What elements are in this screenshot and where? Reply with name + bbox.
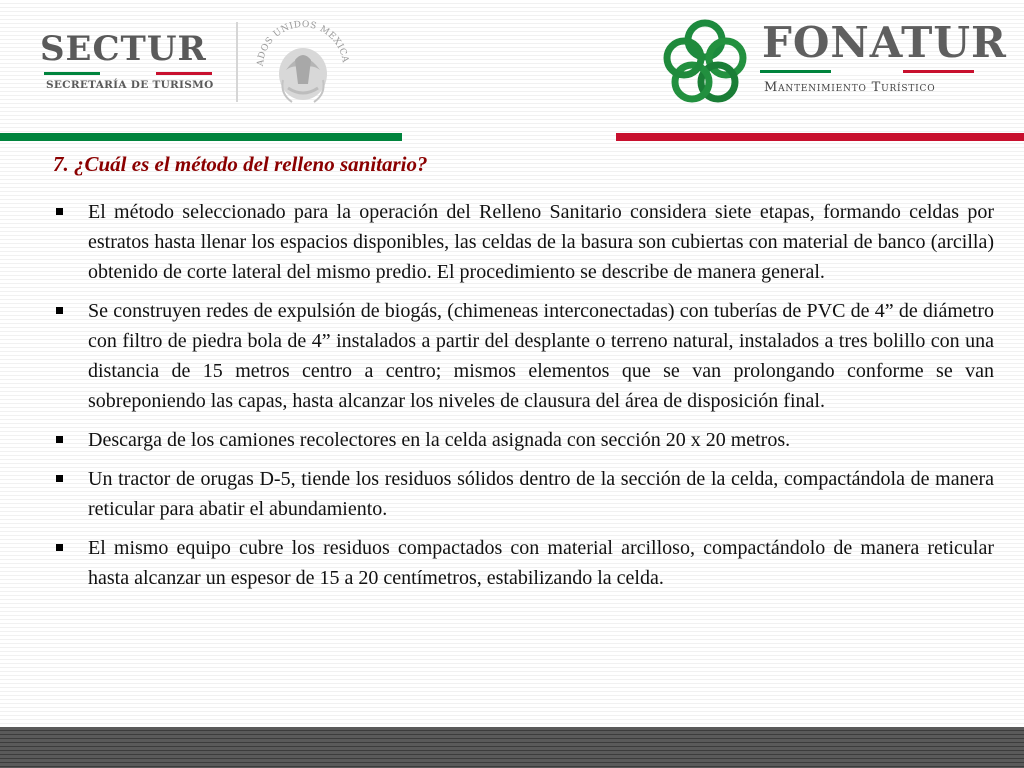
bullet-text: Descarga de los camiones recolectores en la celda asignada con sección 20 x 20 metros. bbox=[88, 429, 791, 451]
bullet-text: El método seleccionado para la operación del Relleno Sanitario considera siete etapas, formando celdas por estratos hasta llenar los espacios disponibles, las celdas de la basura son cubiertas con material de banco (arcilla) obtenido de corte lateral del mismo predio. El procedimiento se describe de manera general. bbox=[88, 201, 994, 283]
bullet-square-icon bbox=[56, 544, 63, 551]
bullet-text: Se construyen redes de expulsión de biogás, (chimeneas interconectadas) con tuberías de PVC de 4” de diámetro con filtro de piedra bola de 4” instalados a partir del desplante o terreno natural, instalados a tres bolillo con una distancia de 15 metros centro a centro; mismos elementos que se van prolongando conforme se van sobreponiendo las capas, hasta alcanzar los niveles de clausura del área de disposición final. bbox=[88, 300, 994, 412]
bullet-list bbox=[56, 197, 994, 602]
list-item bbox=[56, 425, 994, 455]
sectur-logo bbox=[40, 30, 220, 91]
fonatur-name: FONATUR bbox=[762, 18, 1007, 67]
list-item bbox=[56, 197, 994, 287]
header-divider bbox=[236, 22, 238, 102]
green-band bbox=[0, 133, 402, 141]
slide-title: 7. ¿Cuál es el método del relleno sanitario? bbox=[53, 152, 428, 176]
mexico-coat-of-arms-icon bbox=[250, 14, 356, 120]
list-item bbox=[56, 533, 994, 593]
fonatur-flag-stripe bbox=[760, 70, 974, 73]
bullet-square-icon bbox=[56, 436, 63, 443]
fonatur-knot-icon bbox=[660, 14, 750, 106]
sectur-flag-stripe bbox=[44, 72, 212, 75]
bullet-square-icon bbox=[56, 208, 63, 215]
list-item bbox=[56, 296, 994, 416]
footer-bar bbox=[0, 727, 1024, 768]
bullet-square-icon bbox=[56, 475, 63, 482]
fonatur-subtitle: Mantenimiento Turístico bbox=[764, 80, 936, 95]
sectur-subtitle: SECRETARÍA DE TURISMO bbox=[46, 79, 214, 91]
slide-header bbox=[0, 0, 1024, 145]
bullet-text: El mismo equipo cubre los residuos compactados con material arcilloso, compactándolo de manera reticular hasta alcanzar un espesor de 15 a 20 centímetros, estabilizando la celda. bbox=[88, 537, 994, 589]
list-item bbox=[56, 464, 994, 524]
bullet-text: Un tractor de orugas D-5, tiende los residuos sólidos dentro de la sección de la celda, compactándola de manera reticular para abatir el abundamiento. bbox=[88, 468, 994, 520]
red-band bbox=[616, 133, 1024, 141]
bullet-square-icon bbox=[56, 307, 63, 314]
seal-text: ADOS UNIDOS MEXICA bbox=[255, 19, 350, 67]
sectur-name: SECTUR bbox=[40, 29, 207, 69]
